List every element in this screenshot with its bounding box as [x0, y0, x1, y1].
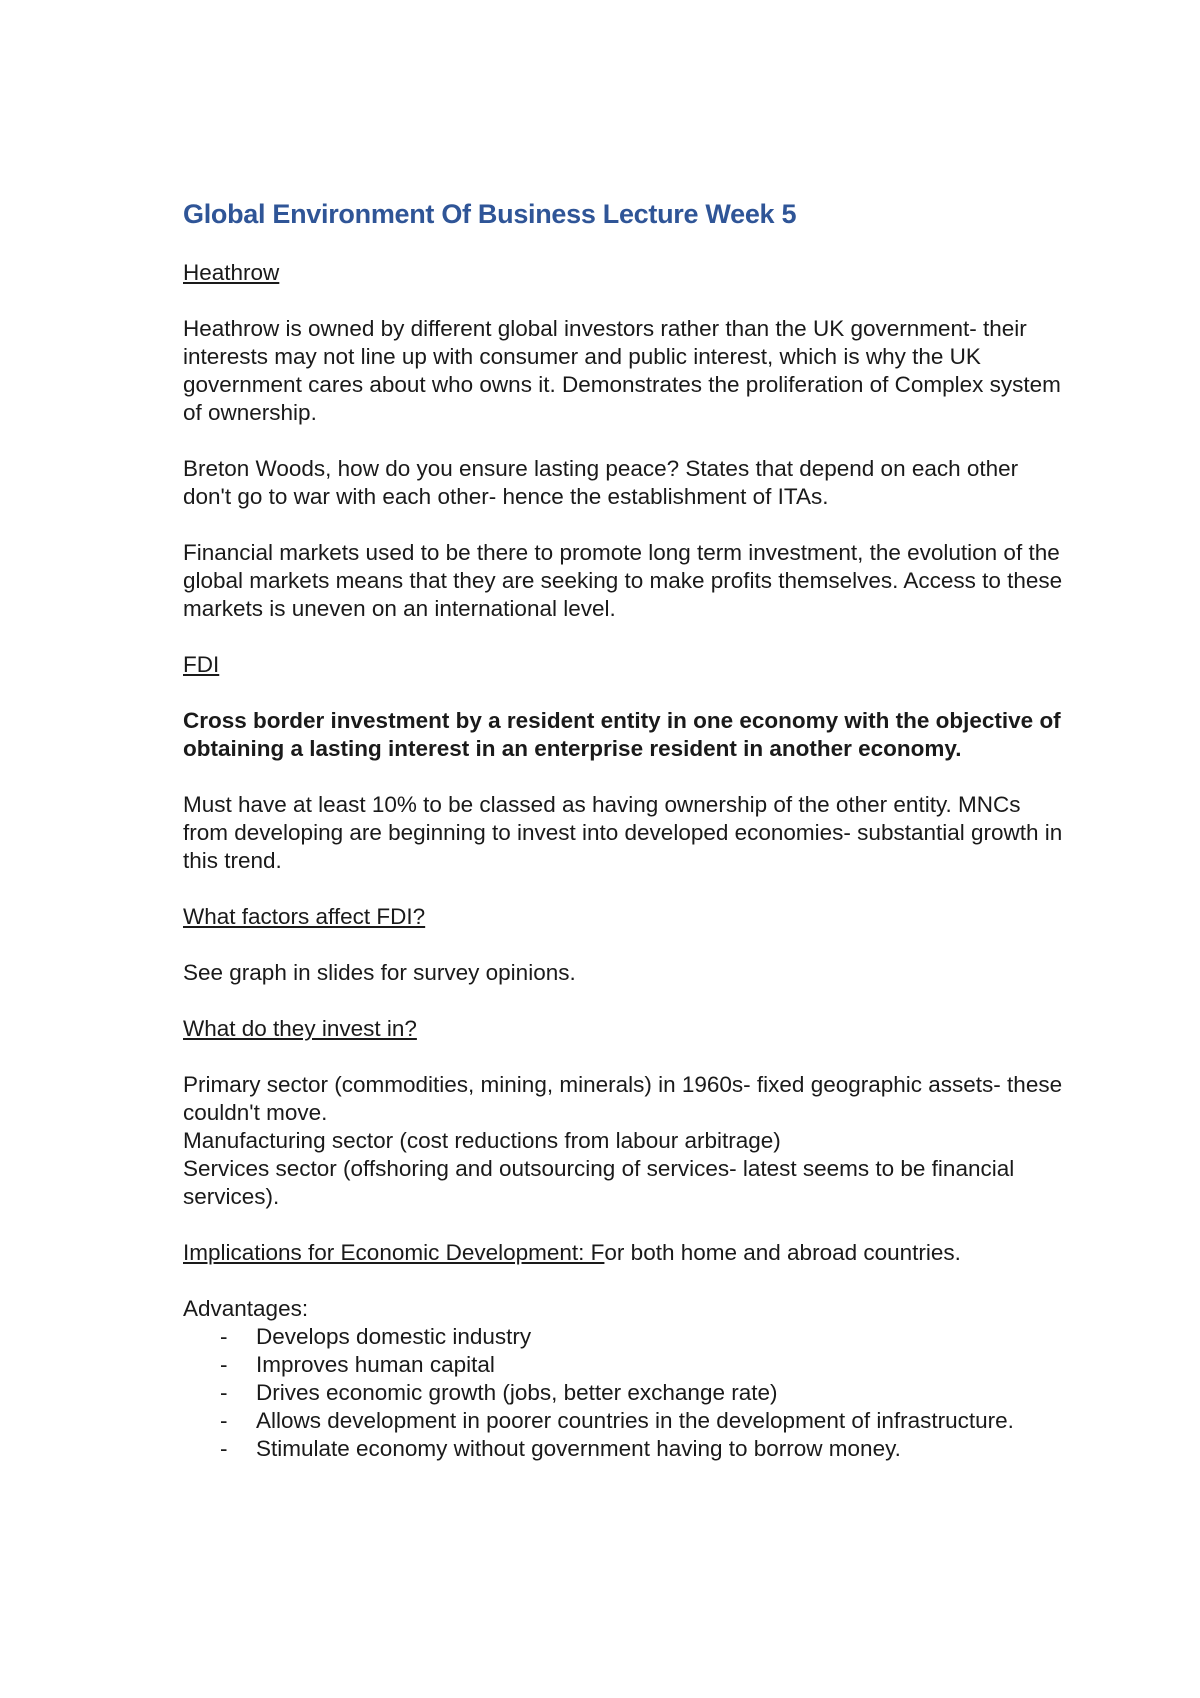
dash-bullet: -: [220, 1380, 228, 1405]
spacer: [183, 931, 1063, 959]
graph-paragraph: See graph in slides for survey opinions.: [183, 960, 576, 985]
list-item: [183, 1435, 1063, 1463]
fdi-heading-text: FDI: [183, 652, 220, 677]
heathrow-heading: [183, 259, 1063, 287]
fdi-heading: [183, 651, 1063, 679]
spacer: [183, 287, 1063, 315]
list-item: [183, 1407, 1063, 1435]
ownership-paragraph: Must have at least 10% to be classed as having ownership of the other entity. MNCs from developing are beginning to invest into developed economies- substantial growth in this trend.: [183, 792, 1063, 873]
manufacturing-sector-line: Manufacturing sector (cost reductions from labour arbitrage): [183, 1128, 781, 1153]
implications-heading-text: Implications for Economic Development: F: [183, 1240, 605, 1265]
invest-heading: [183, 1015, 1063, 1043]
advantages-list: [183, 1323, 1063, 1463]
document-title: Global Environment Of Business Lecture Week 5: [183, 199, 797, 229]
heathrow-paragraph: Heathrow is owned by different global investors rather than the UK government- their interests may not line up with consumer and public interest, which is why the UK government cares about who owns it. Demonstrates the proliferation of Complex system of ownership.: [183, 316, 1061, 425]
list-item-text: Allows development in poorer countries in the development of infrastructure.: [256, 1408, 1014, 1433]
advantages-label: Advantages:: [183, 1296, 309, 1321]
financial-markets-paragraph: Financial markets used to be there to promote long term investment, the evolution of the global markets means that they are seeking to make profits themselves. Access to these markets is uneven on an international level.: [183, 540, 1063, 621]
spacer: [183, 1043, 1063, 1071]
factors-heading-text: What factors affect FDI?: [183, 904, 426, 929]
list-item: [183, 1351, 1063, 1379]
list-item-text: Improves human capital: [256, 1352, 495, 1377]
breton-woods-paragraph: Breton Woods, how do you ensure lasting peace? States that depend on each other don't go to war with each other- hence the establishment of ITAs.: [183, 456, 1019, 509]
list-item-text: Develops domestic industry: [256, 1324, 532, 1349]
dash-bullet: -: [220, 1352, 228, 1377]
spacer: [183, 1267, 1063, 1295]
spacer: [183, 1211, 1063, 1239]
list-item-text: Stimulate economy without government having to borrow money.: [256, 1436, 901, 1461]
spacer: [183, 875, 1063, 903]
fdi-definition: Cross border investment by a resident entity in one economy with the objective of obtaining a lasting interest in an enterprise resident in another economy.: [183, 708, 1061, 761]
spacer: [183, 511, 1063, 539]
list-item: [183, 1379, 1063, 1407]
dash-bullet: -: [220, 1436, 228, 1461]
spacer: [183, 427, 1063, 455]
dash-bullet: -: [220, 1324, 228, 1349]
document-page: [183, 195, 1063, 1463]
implications-line: [183, 1239, 1063, 1267]
spacer: [183, 987, 1063, 1015]
spacer: [183, 763, 1063, 791]
implications-rest-text: or both home and abroad countries.: [604, 1240, 961, 1265]
services-sector-line: Services sector (offshoring and outsourcing of services- latest seems to be financial services).: [183, 1156, 1015, 1209]
dash-bullet: -: [220, 1408, 228, 1433]
spacer: [183, 679, 1063, 707]
factors-heading: [183, 903, 1063, 931]
list-item-text: Drives economic growth (jobs, better exchange rate): [256, 1380, 778, 1405]
primary-sector-line: Primary sector (commodities, mining, minerals) in 1960s- fixed geographic assets- these couldn't move.: [183, 1072, 1063, 1125]
invest-heading-text: What do they invest in?: [183, 1016, 417, 1041]
list-item: [183, 1323, 1063, 1351]
spacer: [183, 623, 1063, 651]
heathrow-heading-text: Heathrow: [183, 260, 280, 285]
